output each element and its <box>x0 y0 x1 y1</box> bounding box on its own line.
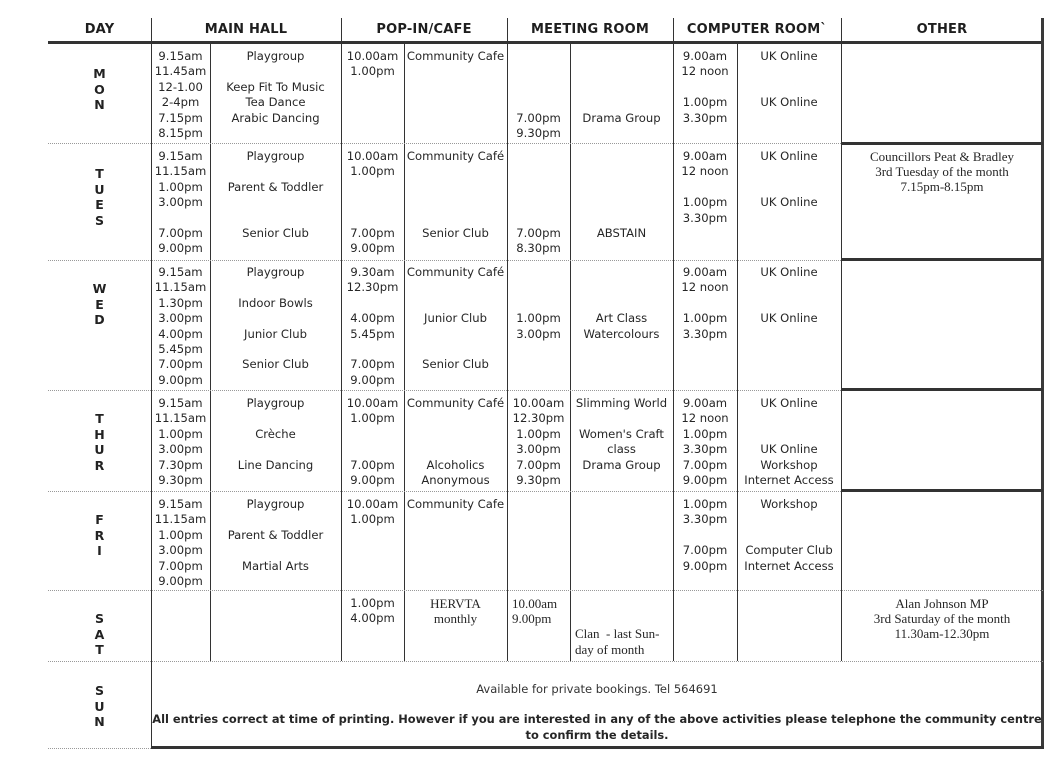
fri-computer-times: 1.00pm 3.30pm 7.00pm 9.00pm <box>682 497 728 573</box>
thur-main-hall-activities: Playgroup Crèche Line Dancing <box>237 396 314 472</box>
day-label-tues: T U E S <box>94 166 105 228</box>
mon-meeting-times: 7.00pm 9.30pm <box>516 110 561 140</box>
other-rule <box>841 388 1043 391</box>
thur-meeting-times: 10.00am 12.30pm 1.00pm 3.00pm 7.00pm 9.30pm <box>512 396 565 487</box>
sat-pop-times: 1.00pm 4.00pm <box>350 596 395 626</box>
thur-pop-activities: Community Café Alcoholics Anonymous <box>406 396 505 487</box>
wed-meeting-times: 1.00pm 3.00pm <box>516 311 561 341</box>
mon-main-hall-times: 9.15am 11.45am 12-1.00 2-4pm 7.15pm 8.15pm <box>154 49 207 140</box>
header-main-hall: MAIN HALL <box>204 22 288 37</box>
mon-pop-activities: Community Cafe <box>406 49 505 63</box>
sat-meeting-times: 10.00am 9.00pm <box>512 596 558 627</box>
wed-main-hall-times: 9.15am 11.15am 1.30pm 3.00pm 4.00pm 5.45pm 7.00pm 9.00pm <box>154 265 207 387</box>
row-divider <box>48 390 841 391</box>
thur-meeting-activities: Slimming World Women's Craft class Drama Group <box>575 396 668 472</box>
header-computer-room: COMPUTER ROOM` <box>686 22 828 37</box>
bottom-rule <box>151 746 1044 749</box>
mon-pop-times: 10.00am 1.00pm <box>346 49 399 79</box>
fri-computer-activities: Workshop Computer Club Internet Access <box>744 497 834 573</box>
wed-pop-activities: Community Café Junior Club Senior Club <box>406 265 505 372</box>
day-label-sun: S U N <box>94 683 105 729</box>
wed-computer-activities: UK Online UK Online <box>760 265 818 326</box>
fri-pop-activities: Community Cafe <box>406 497 505 511</box>
other-rule <box>841 142 1043 145</box>
row-divider <box>48 748 151 749</box>
row-divider <box>48 260 841 261</box>
day-label-wed: W E D <box>92 281 107 327</box>
tues-meeting-activities: ABSTAIN <box>596 225 647 240</box>
wed-main-hall-activities: Playgroup Indoor Bowls Junior Club Senior Club <box>238 265 313 372</box>
day-label-sat: S A T <box>94 611 105 657</box>
sun-notice-line2: to confirm the details. <box>525 728 669 742</box>
wed-meeting-activities: Art Class Watercolours <box>583 311 660 341</box>
row-divider <box>48 590 1043 591</box>
header-pop-in-cafe: POP-IN/CAFE <box>376 22 472 37</box>
tues-main-hall-activities: Playgroup Parent & Toddler Senior Club <box>227 149 324 240</box>
sun-availability: Available for private bookings. Tel 564691 <box>476 682 718 696</box>
tues-computer-times: 9.00am 12 noon 1.00pm 3.30pm <box>681 149 729 225</box>
header-other: OTHER <box>916 22 968 37</box>
thur-computer-times: 9.00am 12 noon 1.00pm 3.30pm 7.00pm 9.00pm <box>681 396 729 487</box>
fri-pop-times: 10.00am 1.00pm <box>346 497 399 527</box>
thur-computer-activities: UK Online UK Online Workshop Internet Access <box>744 396 834 487</box>
thur-pop-times: 10.00am 1.00pm 7.00pm 9.00pm <box>346 396 399 487</box>
day-label-fri: F R I <box>94 512 105 558</box>
wed-computer-times: 9.00am 12 noon 1.00pm 3.30pm <box>681 265 729 341</box>
day-label-mon: M O N <box>93 66 106 112</box>
subcol-divider <box>570 42 571 661</box>
fri-main-hall-times: 9.15am 11.15am 1.00pm 3.00pm 7.00pm 9.00pm <box>154 497 207 588</box>
tues-other-note: Councillors Peat & Bradley 3rd Tuesday of the month 7.15pm-8.15pm <box>869 149 1015 195</box>
mon-meeting-activities: Drama Group <box>582 110 661 125</box>
header-rule <box>48 41 1043 44</box>
tues-main-hall-times: 9.15am 11.15am 1.00pm 3.00pm 7.00pm 9.00pm <box>154 149 207 256</box>
wed-pop-times: 9.30am 12.30pm 4.00pm 5.45pm 7.00pm 9.00pm <box>346 265 399 387</box>
sat-meeting-activities: Clan - last Sun- day of month <box>575 626 660 657</box>
sat-pop-activities: HERVTA monthly <box>430 596 481 627</box>
col-divider <box>841 18 842 661</box>
mon-main-hall-activities: Playgroup Keep Fit To Music Tea Dance Arabic Dancing <box>226 49 325 125</box>
row-divider <box>48 143 841 144</box>
tues-computer-activities: UK Online UK Online <box>760 149 818 210</box>
other-rule <box>841 258 1043 261</box>
day-label-thur: T H U R <box>94 411 105 473</box>
tues-meeting-times: 7.00pm 8.30pm <box>516 225 561 256</box>
fri-main-hall-activities: Playgroup Parent & Toddler Martial Arts <box>227 497 324 573</box>
thur-main-hall-times: 9.15am 11.15am 1.00pm 3.00pm 7.30pm 9.30pm <box>154 396 207 487</box>
header-day: DAY <box>84 22 115 37</box>
row-divider <box>48 661 1043 662</box>
sat-other-note: Alan Johnson MP 3rd Saturday of the month 11.30am-12.30pm <box>873 596 1011 642</box>
tues-pop-activities: Community Café Senior Club <box>406 149 505 240</box>
tues-pop-times: 10.00am 1.00pm 7.00pm 9.00pm <box>346 149 399 256</box>
sun-notice-line1: All entries correct at time of printing. However if you are interested in any of the above activities please telephone the community centre <box>152 712 1042 726</box>
header-meeting-room: MEETING ROOM <box>531 22 649 37</box>
other-rule <box>841 489 1043 492</box>
mon-computer-times: 9.00am 12 noon 1.00pm 3.30pm <box>681 49 729 125</box>
mon-computer-activities: UK Online UK Online <box>760 49 818 110</box>
row-divider <box>48 491 841 492</box>
